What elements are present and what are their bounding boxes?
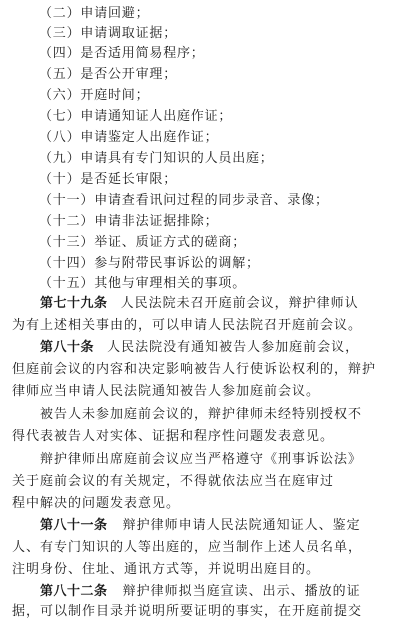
list-item: （八）申请鉴定人出庭作证； <box>39 130 219 145</box>
article-81-title: 第八十一条 <box>40 518 108 533</box>
article-80-line-2: 但庭前会议的内容和决定影响被告人行使诉讼权利的，辩护 <box>12 362 377 377</box>
list-item: （六）开庭时间； <box>39 88 150 103</box>
article-79-line-2: 为有上述相关事由的，可以申请人民法院召开庭前会议。 <box>12 318 363 333</box>
list-item: （二）申请回避； <box>39 6 150 21</box>
article-81-line-1 <box>40 515 361 537</box>
list-item: （四）是否适用简易程序； <box>39 46 205 61</box>
article-82-title: 第八十二条 <box>40 584 108 599</box>
list-item: （十二）申请非法证据排除； <box>39 214 219 229</box>
article-82-text: 辩护律师拟当庭宣读、出示、播放的证 <box>122 584 361 599</box>
article-80-title: 第八十条 <box>40 340 95 355</box>
list-item: （十五）其他与审理相关的事项。 <box>39 276 247 291</box>
article-80-line-3: 律师应当申请人民法院通知被告人参加庭前会议。 <box>12 384 321 399</box>
article-79-title: 第七十九条 <box>40 296 108 311</box>
article-80-text: 人民法院没有通知被告人参加庭前会议， <box>107 340 360 355</box>
list-item: （三）申请调取证据； <box>39 26 178 41</box>
article-80-line-6: 辩护律师出席庭前会议应当严格遵守《刑事诉讼法》 <box>40 452 363 467</box>
list-item: （五）是否公开审理； <box>39 67 178 82</box>
article-80-line-5: 得代表被告人对实体、证据和程序性问题发表意见。 <box>12 429 335 444</box>
article-80-line-4: 被告人未参加庭前会议的，辩护律师未经特别授权不 <box>40 407 363 422</box>
article-81-text: 辩护律师申请人民法院通知证人、鉴定 <box>122 518 361 533</box>
article-82-line-2: 据，可以制作目录并说明所要证明的事实，在开庭前提交 <box>12 604 363 619</box>
list-item: （九）申请具有专门知识的人员出庭； <box>39 151 274 166</box>
article-80-line-8: 程中解决的问题发表意见。 <box>12 496 181 511</box>
article-81-line-3: 注明身份、住址、通讯方式等，并说明出庭目的。 <box>12 562 321 577</box>
article-79-text: 人民法院未召开庭前会议，辩护律师认 <box>120 296 359 311</box>
article-82-line-1 <box>40 581 361 603</box>
article-80-line-7: 关于庭前会议的有关规定，不得就依法应当在庭审过 <box>12 474 335 489</box>
list-item: （十一）申请查看讯问过程的同步录音、录像； <box>39 193 329 208</box>
article-81-line-2: 人、有专门知识的人等出庭的，应当制作上述人员名单， <box>12 540 363 555</box>
list-item: （十三）举证、质证方式的磋商； <box>39 235 247 250</box>
article-79-line-1 <box>40 293 359 315</box>
list-item: （十）是否延长审限； <box>39 172 178 187</box>
article-80-line-1 <box>40 337 359 359</box>
list-item: （十四）参与附带民事诉讼的调解； <box>39 256 260 271</box>
list-item: （七）申请通知证人出庭作证； <box>39 109 233 124</box>
